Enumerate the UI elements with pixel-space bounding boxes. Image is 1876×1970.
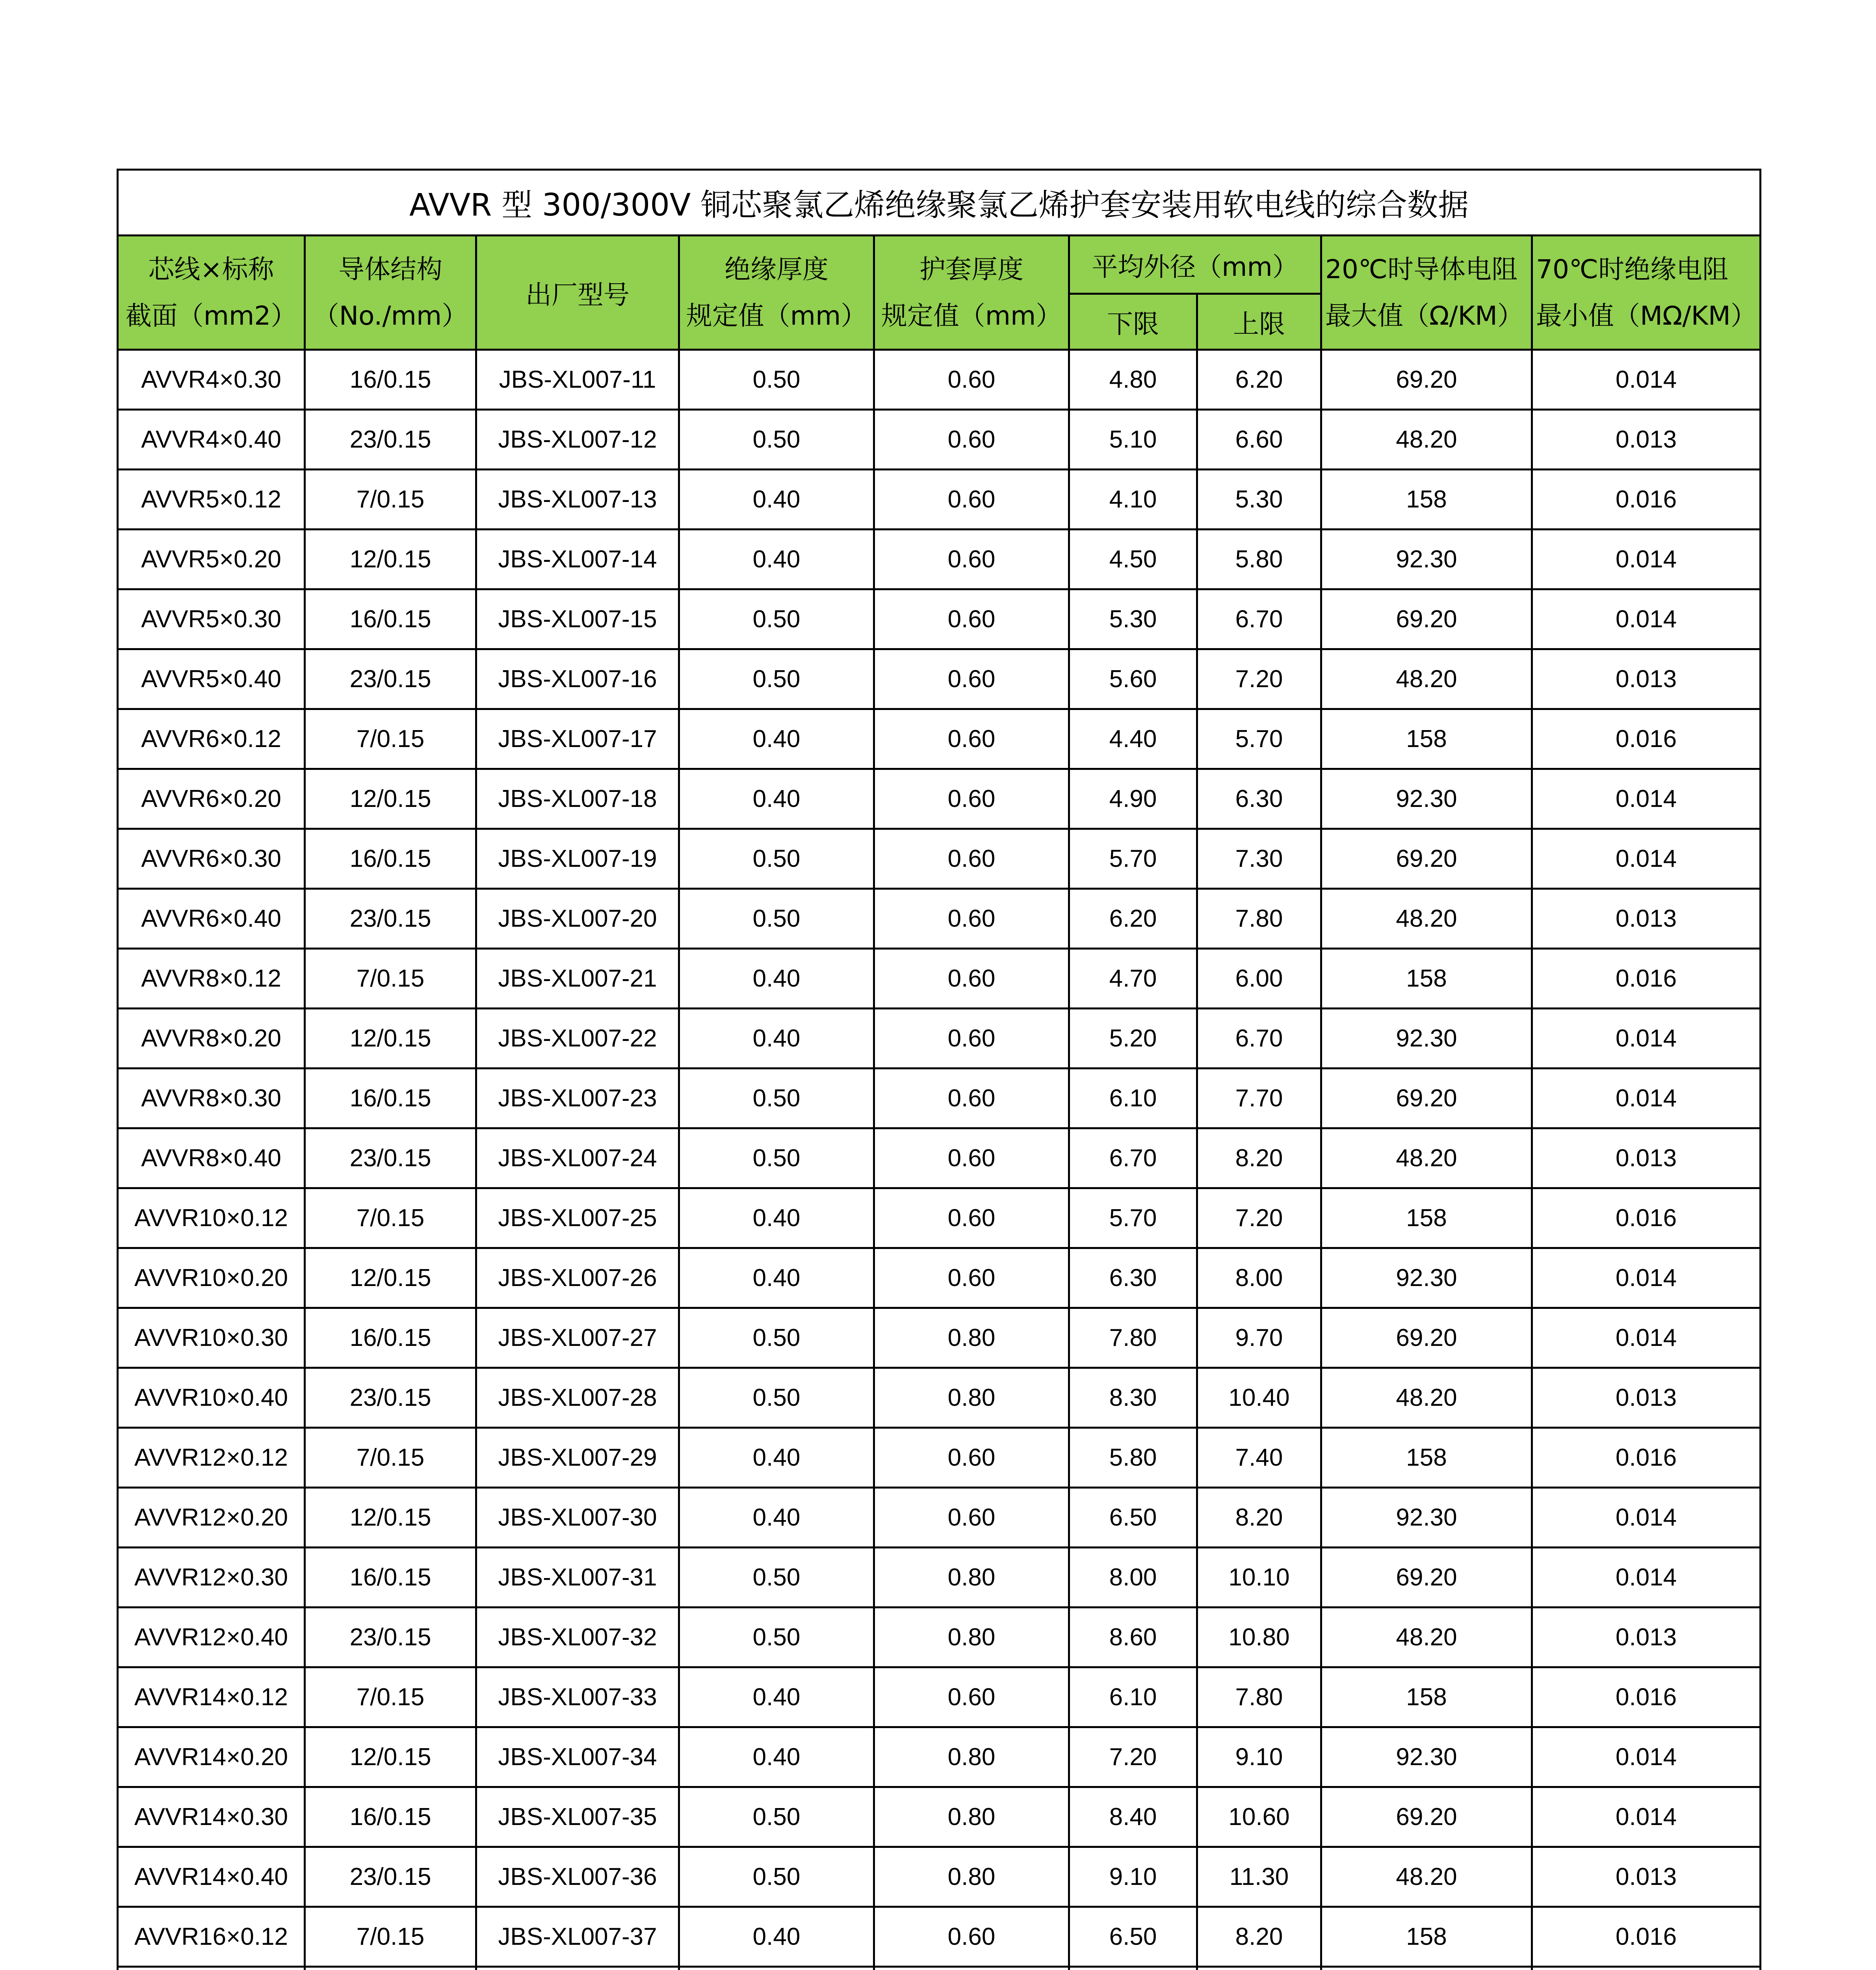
- cell-conductor: 12/0.15: [305, 530, 476, 589]
- cell-core-section: AVVR6×0.30: [118, 829, 305, 889]
- cell-insul-resistance: 0.014: [1532, 1548, 1761, 1608]
- cell-resistance: 69.20: [1321, 1787, 1532, 1847]
- table-row: [118, 1248, 1761, 1308]
- cell-sheath: 0.60: [874, 709, 1069, 769]
- cell-conductor: 7/0.15: [305, 470, 476, 530]
- cell-insul-resistance: 0.014: [1532, 1069, 1761, 1128]
- cell-resistance: 69.20: [1321, 1548, 1532, 1608]
- table-row: [118, 1428, 1761, 1488]
- cell-insul-resistance: [1532, 1967, 1761, 1970]
- header-sheath-thickness: 护套厚度 规定值（mm）: [874, 236, 1069, 350]
- cell-conductor: 23/0.15: [305, 1608, 476, 1667]
- cell-upper: 7.70: [1197, 1069, 1321, 1128]
- cell-conductor: 7/0.15: [305, 1428, 476, 1488]
- cell-lower: 5.10: [1069, 410, 1197, 470]
- cell-upper: 8.20: [1197, 1488, 1321, 1548]
- cell-lower: 4.70: [1069, 949, 1197, 1009]
- cell-upper: 5.80: [1197, 530, 1321, 589]
- cell-core-section: AVVR14×0.30: [118, 1787, 305, 1847]
- cell-model: JBS-XL007-14: [476, 530, 679, 589]
- cell-upper: 8.00: [1197, 1248, 1321, 1308]
- cell-upper: 8.20: [1197, 1907, 1321, 1967]
- cell-sheath: 0.60: [874, 829, 1069, 889]
- cell-lower: 6.30: [1069, 1248, 1197, 1308]
- cell-insulation: 0.50: [679, 1608, 874, 1667]
- cell-insul-resistance: 0.014: [1532, 1308, 1761, 1368]
- cell-resistance: 158: [1321, 709, 1532, 769]
- cell-resistance: 158: [1321, 1188, 1532, 1248]
- cell-upper: 5.30: [1197, 470, 1321, 530]
- cell-sheath: 0.60: [874, 1428, 1069, 1488]
- cell-sheath: 0.80: [874, 1308, 1069, 1368]
- cell-lower: 8.60: [1069, 1608, 1197, 1667]
- table-row: [118, 649, 1761, 709]
- table-row: [118, 949, 1761, 1009]
- cell-insulation: 0.50: [679, 1368, 874, 1428]
- table-row: [118, 470, 1761, 530]
- cell-sheath: 0.80: [874, 1608, 1069, 1667]
- cell-insul-resistance: 0.013: [1532, 1847, 1761, 1907]
- cell-insulation: 0.40: [679, 1667, 874, 1727]
- cell-insul-resistance: 0.016: [1532, 1188, 1761, 1248]
- cell-insul-resistance: 0.014: [1532, 350, 1761, 410]
- cell-core-section: AVVR14×0.40: [118, 1847, 305, 1907]
- cell-sheath: 0.60: [874, 470, 1069, 530]
- cell-core-section: AVVR6×0.20: [118, 769, 305, 829]
- cell-lower: 4.50: [1069, 530, 1197, 589]
- table-row: [118, 350, 1761, 410]
- table-row: [118, 1368, 1761, 1428]
- cell-upper: 10.60: [1197, 1787, 1321, 1847]
- cell-lower: 6.10: [1069, 1069, 1197, 1128]
- cell-lower: 4.10: [1069, 470, 1197, 530]
- cell-resistance: 158: [1321, 1667, 1532, 1727]
- cell-resistance: 92.30: [1321, 1488, 1532, 1548]
- cell-conductor: 23/0.15: [305, 410, 476, 470]
- cell-insul-resistance: 0.013: [1532, 649, 1761, 709]
- cell-conductor: 12/0.15: [305, 769, 476, 829]
- cell-conductor: 23/0.15: [305, 649, 476, 709]
- cell-upper: 7.20: [1197, 1188, 1321, 1248]
- table-row: [118, 1069, 1761, 1128]
- cell-insul-resistance: 0.014: [1532, 769, 1761, 829]
- cell-model: JBS-XL007-26: [476, 1248, 679, 1308]
- cell-insulation: 0.50: [679, 829, 874, 889]
- cell-sheath: 0.80: [874, 1368, 1069, 1428]
- cell-core-section: AVVR16×0.12: [118, 1907, 305, 1967]
- cell-insulation: 0.50: [679, 350, 874, 410]
- cell-conductor: 12/0.15: [305, 1488, 476, 1548]
- cell-upper: 8.20: [1197, 1128, 1321, 1188]
- table-title: AVVR 型 300/300V 铜芯聚氯乙烯绝缘聚氯乙烯护套安装用软电线的综合数据: [118, 170, 1761, 236]
- cell-insulation: 0.50: [679, 1548, 874, 1608]
- cell-upper: 6.70: [1197, 1009, 1321, 1069]
- cell-core-section: AVVR14×0.12: [118, 1667, 305, 1727]
- title-row: [118, 170, 1761, 236]
- cell-conductor: 16/0.15: [305, 1548, 476, 1608]
- cell-sheath: 0.60: [874, 949, 1069, 1009]
- cell-model: JBS-XL007-11: [476, 350, 679, 410]
- table-row: [118, 530, 1761, 589]
- cell-insulation: 0.50: [679, 1787, 874, 1847]
- cell-insul-resistance: 0.016: [1532, 470, 1761, 530]
- cell-lower: 6.20: [1069, 889, 1197, 949]
- cell-model: JBS-XL007-21: [476, 949, 679, 1009]
- cell-sheath: 0.60: [874, 1069, 1069, 1128]
- cell-model: JBS-XL007-30: [476, 1488, 679, 1548]
- cell-model: JBS-XL007-20: [476, 889, 679, 949]
- cell-lower: 4.80: [1069, 350, 1197, 410]
- cell-core-section: AVVR5×0.20: [118, 530, 305, 589]
- cell-insul-resistance: 0.013: [1532, 1128, 1761, 1188]
- cell-resistance: 69.20: [1321, 1069, 1532, 1128]
- cell-sheath: 0.60: [874, 1188, 1069, 1248]
- table-row: [118, 1907, 1761, 1967]
- cell-core-section: AVVR8×0.40: [118, 1128, 305, 1188]
- cell-insul-resistance: 0.013: [1532, 889, 1761, 949]
- cell-model: JBS-XL007-18: [476, 769, 679, 829]
- cell-insul-resistance: 0.014: [1532, 1248, 1761, 1308]
- cell-core-section: AVVR12×0.12: [118, 1428, 305, 1488]
- cell-insul-resistance: 0.014: [1532, 1727, 1761, 1787]
- cell-conductor: 23/0.15: [305, 1847, 476, 1907]
- cell-insulation: [679, 1967, 874, 1970]
- cell-insul-resistance: 0.014: [1532, 530, 1761, 589]
- cell-insulation: 0.40: [679, 1428, 874, 1488]
- cell-sheath: 0.60: [874, 1009, 1069, 1069]
- table-body: [118, 350, 1761, 1970]
- cell-core-section: AVVR14×0.20: [118, 1727, 305, 1787]
- cell-conductor: [305, 1967, 476, 1970]
- cell-conductor: 12/0.15: [305, 1009, 476, 1069]
- cell-insulation: 0.50: [679, 649, 874, 709]
- cell-resistance: 69.20: [1321, 1308, 1532, 1368]
- cell-conductor: 16/0.15: [305, 589, 476, 649]
- cell-sheath: 0.60: [874, 1667, 1069, 1727]
- cell-conductor: 16/0.15: [305, 350, 476, 410]
- cell-sheath: 0.60: [874, 350, 1069, 410]
- cell-sheath: 0.80: [874, 1548, 1069, 1608]
- cell-lower: 9.10: [1069, 1847, 1197, 1907]
- header-row-1: [118, 236, 1761, 294]
- cell-sheath: 0.60: [874, 1907, 1069, 1967]
- cell-model: [476, 1967, 679, 1970]
- cell-resistance: 92.30: [1321, 1009, 1532, 1069]
- cell-insul-resistance: 0.013: [1532, 1368, 1761, 1428]
- cell-conductor: 7/0.15: [305, 1907, 476, 1967]
- cell-insul-resistance: 0.016: [1532, 1428, 1761, 1488]
- cell-resistance: 48.20: [1321, 1608, 1532, 1667]
- cell-insul-resistance: 0.014: [1532, 1488, 1761, 1548]
- cell-core-section: AVVR6×0.40: [118, 889, 305, 949]
- cell-conductor: 12/0.15: [305, 1727, 476, 1787]
- cell-resistance: 92.30: [1321, 769, 1532, 829]
- cell-insulation: 0.50: [679, 589, 874, 649]
- cell-resistance: 158: [1321, 470, 1532, 530]
- cell-insul-resistance: 0.014: [1532, 589, 1761, 649]
- table-row: [118, 1727, 1761, 1787]
- table-row: [118, 1667, 1761, 1727]
- cell-upper: 6.70: [1197, 589, 1321, 649]
- cell-insulation: 0.40: [679, 1009, 874, 1069]
- cell-core-section: AVVR10×0.30: [118, 1308, 305, 1368]
- cell-lower: 4.90: [1069, 769, 1197, 829]
- cell-insul-resistance: 0.014: [1532, 1787, 1761, 1847]
- cell-lower: [1069, 1967, 1197, 1970]
- cell-lower: 6.10: [1069, 1667, 1197, 1727]
- cell-upper: 6.60: [1197, 410, 1321, 470]
- cell-lower: 7.80: [1069, 1308, 1197, 1368]
- cell-upper: 6.20: [1197, 350, 1321, 410]
- cell-core-section: AVVR8×0.12: [118, 949, 305, 1009]
- cell-lower: 5.70: [1069, 1188, 1197, 1248]
- cell-insul-resistance: 0.013: [1532, 410, 1761, 470]
- table-row: [118, 589, 1761, 649]
- header-model: 出厂型号: [476, 236, 679, 350]
- cell-lower: 8.30: [1069, 1368, 1197, 1428]
- table-row: [118, 1488, 1761, 1548]
- cell-resistance: 92.30: [1321, 1727, 1532, 1787]
- cell-model: JBS-XL007-37: [476, 1907, 679, 1967]
- table-row: [118, 1847, 1761, 1907]
- cell-core-section: AVVR8×0.30: [118, 1069, 305, 1128]
- cell-conductor: 12/0.15: [305, 1248, 476, 1308]
- table-row: [118, 410, 1761, 470]
- cell-upper: 11.30: [1197, 1847, 1321, 1907]
- cell-lower: 8.00: [1069, 1548, 1197, 1608]
- cell-lower: 8.40: [1069, 1787, 1197, 1847]
- cell-lower: 5.30: [1069, 589, 1197, 649]
- cell-lower: 7.20: [1069, 1727, 1197, 1787]
- cell-upper: 10.80: [1197, 1608, 1321, 1667]
- cell-upper: 7.80: [1197, 1667, 1321, 1727]
- cell-insulation: 0.50: [679, 1308, 874, 1368]
- cell-insulation: 0.40: [679, 949, 874, 1009]
- table-row: [118, 1188, 1761, 1248]
- cell-insulation: 0.50: [679, 1128, 874, 1188]
- cell-conductor: 7/0.15: [305, 1188, 476, 1248]
- cell-insulation: 0.40: [679, 530, 874, 589]
- cell-upper: 9.70: [1197, 1308, 1321, 1368]
- header-average-diameter: 平均外径（mm）: [1069, 236, 1321, 294]
- cell-insulation: 0.40: [679, 1188, 874, 1248]
- table-row: [118, 1128, 1761, 1188]
- cell-model: JBS-XL007-19: [476, 829, 679, 889]
- cell-conductor: 23/0.15: [305, 889, 476, 949]
- cell-resistance: 92.30: [1321, 530, 1532, 589]
- cell-insulation: 0.40: [679, 709, 874, 769]
- cell-upper: 7.20: [1197, 649, 1321, 709]
- table-row: [118, 709, 1761, 769]
- cell-insulation: 0.40: [679, 1727, 874, 1787]
- cell-model: JBS-XL007-17: [476, 709, 679, 769]
- cell-core-section: AVVR4×0.40: [118, 410, 305, 470]
- cell-core-section: AVVR6×0.12: [118, 709, 305, 769]
- cell-model: JBS-XL007-16: [476, 649, 679, 709]
- table-row: [118, 769, 1761, 829]
- cell-upper: 7.30: [1197, 829, 1321, 889]
- cell-insulation: 0.50: [679, 1069, 874, 1128]
- cell-conductor: 16/0.15: [305, 1787, 476, 1847]
- cell-conductor: 23/0.15: [305, 1368, 476, 1428]
- cell-lower: 4.40: [1069, 709, 1197, 769]
- cell-core-section: AVVR12×0.20: [118, 1488, 305, 1548]
- header-conductor-resistance: 20℃时导体电阻 最大值（Ω/KM）: [1321, 236, 1532, 350]
- cell-sheath: 0.80: [874, 1787, 1069, 1847]
- table-row: [118, 1548, 1761, 1608]
- cell-model: JBS-XL007-33: [476, 1667, 679, 1727]
- cell-model: JBS-XL007-24: [476, 1128, 679, 1188]
- cell-insulation: 0.50: [679, 1847, 874, 1907]
- cell-resistance: 48.20: [1321, 1847, 1532, 1907]
- cell-insulation: 0.40: [679, 769, 874, 829]
- cell-resistance: 69.20: [1321, 350, 1532, 410]
- header-upper-limit: 上限: [1197, 294, 1321, 350]
- cell-sheath: 0.60: [874, 410, 1069, 470]
- cell-conductor: 16/0.15: [305, 829, 476, 889]
- cell-conductor: 7/0.15: [305, 709, 476, 769]
- cell-upper: 9.10: [1197, 1727, 1321, 1787]
- cell-upper: 10.40: [1197, 1368, 1321, 1428]
- cell-model: JBS-XL007-22: [476, 1009, 679, 1069]
- header-core-section: 芯线×标称 截面（mm2）: [118, 236, 305, 350]
- cell-resistance: 69.20: [1321, 829, 1532, 889]
- cell-core-section: AVVR10×0.40: [118, 1368, 305, 1428]
- cell-resistance: 48.20: [1321, 1128, 1532, 1188]
- cell-model: JBS-XL007-28: [476, 1368, 679, 1428]
- cell-insul-resistance: 0.014: [1532, 829, 1761, 889]
- cell-upper: 6.00: [1197, 949, 1321, 1009]
- cell-model: JBS-XL007-27: [476, 1308, 679, 1368]
- cell-core-section: AVVR12×0.40: [118, 1608, 305, 1667]
- cell-model: JBS-XL007-32: [476, 1608, 679, 1667]
- cell-model: JBS-XL007-23: [476, 1069, 679, 1128]
- cell-upper: 5.70: [1197, 709, 1321, 769]
- cell-resistance: 48.20: [1321, 410, 1532, 470]
- cell-resistance: 158: [1321, 1428, 1532, 1488]
- cell-sheath: 0.80: [874, 1727, 1069, 1787]
- cell-upper: 7.80: [1197, 889, 1321, 949]
- header-insulation-thickness: 绝缘厚度 规定值（mm）: [679, 236, 874, 350]
- cell-resistance: 92.30: [1321, 1248, 1532, 1308]
- cell-core-section: AVVR4×0.30: [118, 350, 305, 410]
- cell-insul-resistance: 0.016: [1532, 949, 1761, 1009]
- cell-insul-resistance: 0.016: [1532, 709, 1761, 769]
- cell-sheath: 0.60: [874, 769, 1069, 829]
- cell-core-section: [118, 1967, 305, 1970]
- spec-table: [117, 169, 1761, 1970]
- cell-sheath: [874, 1967, 1069, 1970]
- header-lower-limit: 下限: [1069, 294, 1197, 350]
- table-row: [118, 1608, 1761, 1667]
- cell-model: JBS-XL007-12: [476, 410, 679, 470]
- cell-sheath: 0.80: [874, 1847, 1069, 1907]
- cell-insulation: 0.40: [679, 1248, 874, 1308]
- cell-lower: 5.20: [1069, 1009, 1197, 1069]
- cell-model: JBS-XL007-35: [476, 1787, 679, 1847]
- cell-conductor: 16/0.15: [305, 1308, 476, 1368]
- table-row: [118, 889, 1761, 949]
- cell-insul-resistance: 0.013: [1532, 1608, 1761, 1667]
- cell-sheath: 0.60: [874, 1128, 1069, 1188]
- cell-lower: 5.70: [1069, 829, 1197, 889]
- cell-core-section: AVVR8×0.20: [118, 1009, 305, 1069]
- cell-model: JBS-XL007-13: [476, 470, 679, 530]
- cell-upper: 10.10: [1197, 1548, 1321, 1608]
- cell-core-section: AVVR10×0.20: [118, 1248, 305, 1308]
- cell-lower: 5.60: [1069, 649, 1197, 709]
- cell-model: JBS-XL007-29: [476, 1428, 679, 1488]
- cell-insulation: 0.40: [679, 470, 874, 530]
- cell-resistance: [1321, 1967, 1532, 1970]
- cell-lower: 6.70: [1069, 1128, 1197, 1188]
- cell-model: JBS-XL007-36: [476, 1847, 679, 1907]
- header-conductor-structure: 导体结构 （No./mm）: [305, 236, 476, 350]
- cell-conductor: 23/0.15: [305, 1128, 476, 1188]
- table-row: [118, 1787, 1761, 1847]
- cell-sheath: 0.60: [874, 1488, 1069, 1548]
- cell-sheath: 0.60: [874, 649, 1069, 709]
- cell-insulation: 0.40: [679, 1488, 874, 1548]
- cell-core-section: AVVR12×0.30: [118, 1548, 305, 1608]
- cell-sheath: 0.60: [874, 1248, 1069, 1308]
- header-insulation-resistance: 70℃时绝缘电阻 最小值（MΩ/KM）: [1532, 236, 1761, 350]
- cell-insulation: 0.40: [679, 1907, 874, 1967]
- cell-model: JBS-XL007-15: [476, 589, 679, 649]
- cell-model: JBS-XL007-34: [476, 1727, 679, 1787]
- cell-resistance: 69.20: [1321, 589, 1532, 649]
- cell-insul-resistance: 0.016: [1532, 1907, 1761, 1967]
- cell-upper: [1197, 1967, 1321, 1970]
- cell-core-section: AVVR10×0.12: [118, 1188, 305, 1248]
- table-row: [118, 1009, 1761, 1069]
- cell-conductor: 7/0.15: [305, 1667, 476, 1727]
- cell-insulation: 0.50: [679, 410, 874, 470]
- cell-resistance: 48.20: [1321, 1368, 1532, 1428]
- cell-upper: 7.40: [1197, 1428, 1321, 1488]
- cell-resistance: 158: [1321, 1907, 1532, 1967]
- cell-lower: 5.80: [1069, 1428, 1197, 1488]
- cell-core-section: AVVR5×0.30: [118, 589, 305, 649]
- cell-sheath: 0.60: [874, 589, 1069, 649]
- cell-resistance: 158: [1321, 949, 1532, 1009]
- cell-upper: 6.30: [1197, 769, 1321, 829]
- cell-core-section: AVVR5×0.12: [118, 470, 305, 530]
- cell-resistance: 48.20: [1321, 889, 1532, 949]
- cell-core-section: AVVR5×0.40: [118, 649, 305, 709]
- cell-resistance: 48.20: [1321, 649, 1532, 709]
- cell-model: JBS-XL007-31: [476, 1548, 679, 1608]
- cell-lower: 6.50: [1069, 1907, 1197, 1967]
- cell-sheath: 0.60: [874, 530, 1069, 589]
- table-row: [118, 1967, 1761, 1970]
- cell-conductor: 7/0.15: [305, 949, 476, 1009]
- cell-insul-resistance: 0.014: [1532, 1009, 1761, 1069]
- cell-model: JBS-XL007-25: [476, 1188, 679, 1248]
- table-row: [118, 829, 1761, 889]
- cell-lower: 6.50: [1069, 1488, 1197, 1548]
- cell-insul-resistance: 0.016: [1532, 1667, 1761, 1727]
- cell-conductor: 16/0.15: [305, 1069, 476, 1128]
- cell-insulation: 0.50: [679, 889, 874, 949]
- cell-sheath: 0.60: [874, 889, 1069, 949]
- table-row: [118, 1308, 1761, 1368]
